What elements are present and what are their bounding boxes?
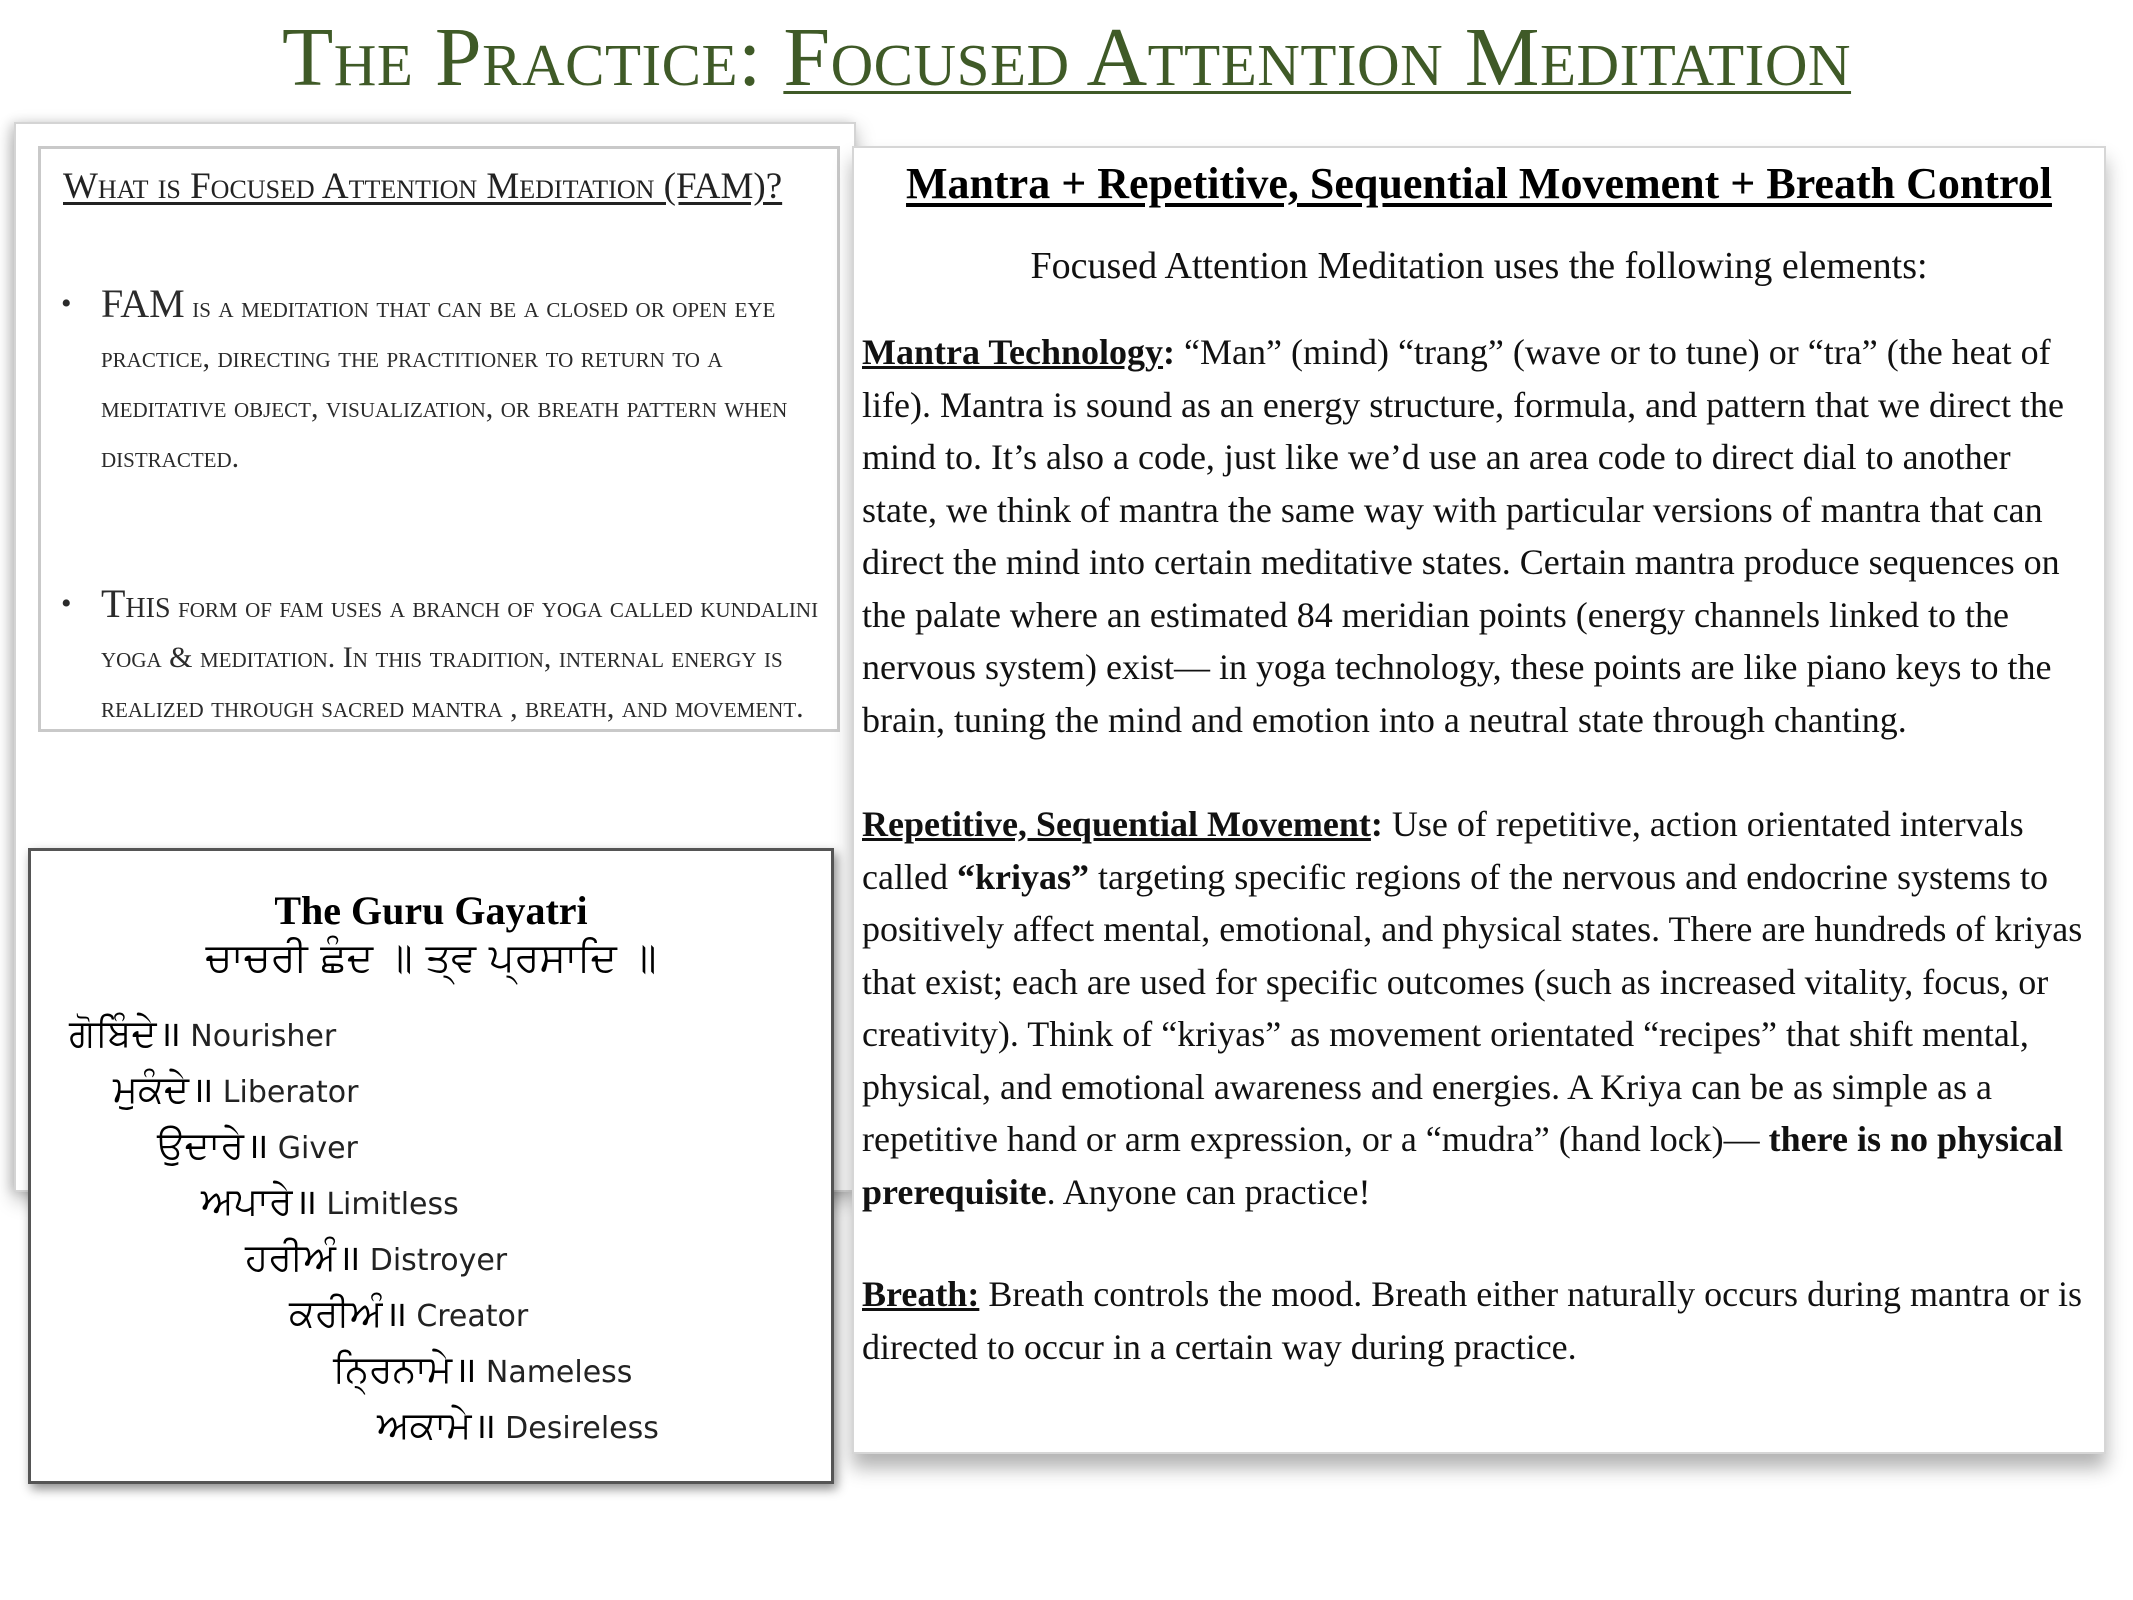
- movement-text-c: . Anyone can practice!: [1046, 1171, 1371, 1212]
- kriyas-term: “kriyas”: [956, 856, 1089, 897]
- guru-line: [333, 1347, 632, 1392]
- guru-line-english: Giver: [277, 1131, 358, 1166]
- guru-line-english: Nourisher: [190, 1019, 337, 1054]
- guru-line: [245, 1235, 507, 1280]
- bullet-icon: •: [61, 287, 72, 320]
- title-prefix: The Practice:: [281, 11, 784, 104]
- guru-line: [69, 1011, 336, 1056]
- guru-line-separator: II: [162, 1019, 181, 1054]
- mantra-text: “Man” (mind) “trang” (wave or to tune) or “tra” (the heat of life). Mantra is sound as an energy structure, formula, and pattern that we direct the mind to. It’s also a code, just like we’d use an area code to direct dial to another state, we think of mantra the same way with particular versions of mantra that can direct the mind into certain meditative states. Certain mantra produce sequences on the palate where an estimated 84 meridian points (energy channels linked to the nervous system) exist— in yoga technology, these points are like piano keys to the brain, tuning the mind and emotion into a neutral state through chanting.: [862, 332, 2064, 740]
- mantra-label: Mantra Technology: [862, 332, 1164, 372]
- guru-line-separator: II: [195, 1075, 213, 1110]
- guru-line-punjabi: ਹਰੀਅੰ: [245, 1235, 337, 1279]
- guru-line-english: Limitless: [326, 1187, 459, 1222]
- title-underlined: Focused Attention Meditation: [783, 11, 1852, 104]
- fam-heading: What is Focused Attention Meditation (FAM)?: [63, 166, 783, 207]
- elements-panel: [852, 146, 2106, 1454]
- guru-line-separator: II: [458, 1355, 476, 1390]
- breath-paragraph: [862, 1268, 2094, 1373]
- movement-text-a: Use of repetitive, action orientated intervals called: [862, 804, 2024, 897]
- guru-line-punjabi: ਮੁਕੰਦੇ: [113, 1067, 190, 1111]
- guru-line: [157, 1123, 358, 1168]
- bullet-lead: FAM: [101, 281, 185, 326]
- page-title: [0, 8, 2133, 108]
- breath-label: Breath:: [862, 1274, 980, 1314]
- guru-line-separator: II: [298, 1187, 317, 1222]
- guru-line-english: Desireless: [505, 1411, 659, 1446]
- breath-text: Breath controls the mood. Breath either naturally occurs during mantra or is directed to occur in a certain way during practice.: [862, 1274, 2083, 1367]
- guru-line-english: Distroyer: [369, 1243, 508, 1278]
- movement-paragraph: [862, 798, 2094, 1218]
- fam-definition-box: [38, 146, 840, 732]
- guru-line-separator: II: [250, 1131, 268, 1166]
- guru-line-punjabi: ਕਰੀਅੰ: [289, 1291, 383, 1335]
- fam-bullet-2: [61, 579, 851, 733]
- guru-line-punjabi: ਅਕਾਮੇ: [377, 1403, 472, 1447]
- guru-line-punjabi: ਗੋਬਿੰਦੇ: [69, 1011, 157, 1055]
- elements-heading: Mantra + Repetitive, Sequential Movement + Breath Control: [906, 159, 2052, 208]
- elements-intro: Focused Attention Meditation uses the following elements:: [1030, 245, 1928, 287]
- guru-line: [113, 1067, 359, 1112]
- guru-line: [289, 1291, 528, 1336]
- guru-line-punjabi: ਅਪਾਰੇ: [201, 1179, 293, 1223]
- fam-bullet-1: [61, 279, 851, 483]
- guru-line-separator: II: [477, 1411, 496, 1446]
- movement-emphasis: there is no physical prerequisite: [862, 1119, 2064, 1212]
- bullet-lead: This: [101, 581, 171, 626]
- guru-line-punjabi: ਉਦਾਰੇ: [157, 1123, 245, 1167]
- guru-line-separator: II: [388, 1299, 407, 1334]
- bullet-text: form of fam uses a branch of yoga called kundalini yoga & meditation. In this tradition, internal energy is realized through sacred mantra , breath, and movement.: [101, 591, 819, 724]
- mantra-colon: :: [1163, 332, 1176, 372]
- guru-line-punjabi: ਨ੍ਰਿਨਾਮੇ: [333, 1347, 453, 1391]
- guru-line-english: Liberator: [222, 1075, 359, 1110]
- movement-label: Repetitive, Sequential Movement: [862, 804, 1371, 844]
- guru-line-english: Creator: [416, 1299, 529, 1334]
- mantra-paragraph: [862, 326, 2094, 746]
- guru-gayatri-card: [28, 848, 834, 1484]
- movement-text-b: targeting specific regions of the nervous and endocrine systems to positively affect mental, emotional, and physical states. There are hundreds of kriyas that exist; each are used for specific outcomes (such as increased vitality, focus, or creativity). Think of “kriyas” as movement orientated “recipes” that shift mental, physical, and emotional awareness and energies. A Kriya can be as simple as a repetitive hand or arm expression, or a “mudra” (hand lock)—: [862, 856, 2083, 1159]
- guru-title: The Guru Gayatri: [274, 888, 588, 933]
- guru-line-separator: II: [342, 1243, 360, 1278]
- guru-line-english: Nameless: [485, 1355, 633, 1390]
- guru-subtitle: ਚਾਚਰੀ ਛੰਦ ॥ ਤ੍ਵ ਪ੍ਰਸਾਦਿ ॥: [205, 935, 657, 981]
- bullet-icon: •: [61, 587, 72, 620]
- movement-colon: :: [1370, 804, 1383, 844]
- guru-line: [377, 1403, 659, 1448]
- guru-line: [201, 1179, 459, 1224]
- bullet-text: is a meditation that can be a closed or open eye practice, directing the practitioner to return to a meditative object, visualization, or breath pattern when distracted.: [101, 291, 788, 474]
